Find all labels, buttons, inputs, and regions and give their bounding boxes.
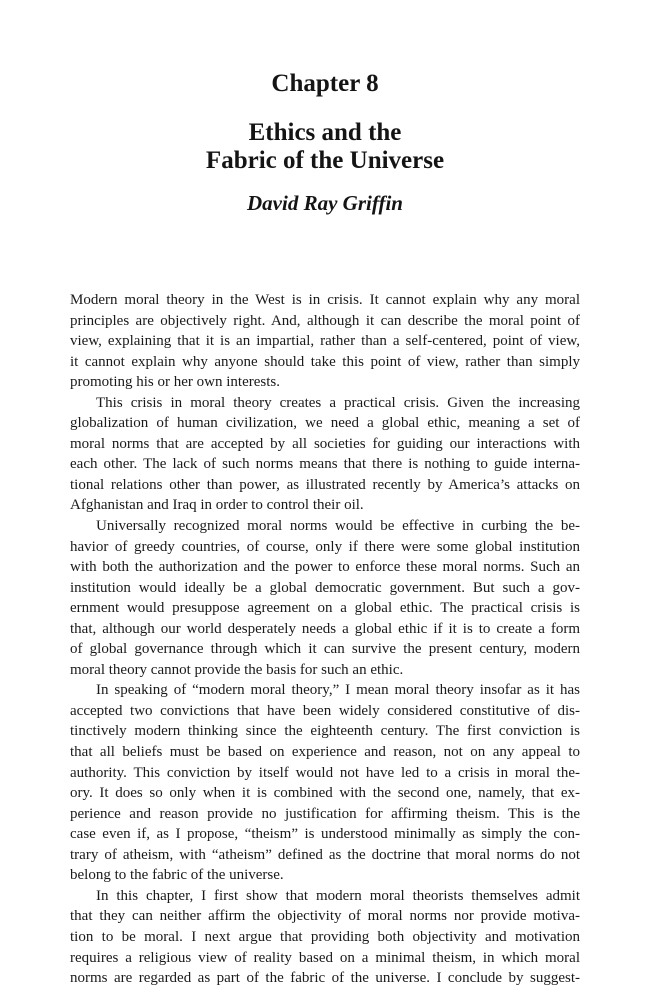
body-line: each other. The lack of such norms means that there is nothing to guide interna- [70, 456, 580, 473]
body-line: view, explaining that it is an impartial, rather than a self-centered, point of view, [70, 333, 580, 350]
body-line: globalization of human civilization, we need a global ethic, meaning a set of [70, 415, 580, 432]
body-line: that all beliefs must be based on experience and reason, not on any appeal to [70, 744, 580, 761]
body-line: requires a religious view of reality based on a minimal theism, in which moral [70, 949, 580, 966]
body-line: promoting his or her own interests. [70, 374, 280, 391]
chapter-body [70, 290, 580, 989]
body-line: In this chapter, I first show that modern moral theorists themselves admit [96, 887, 580, 904]
body-line: norms are regarded as part of the fabric of the universe. I conclude by suggest- [70, 970, 580, 987]
body-line: case even if, as I propose, “theism” is understood minimally as simply the con- [70, 826, 580, 843]
body-line: Afghanistan and Iraq in order to control their oil. [70, 497, 364, 514]
body-line: authority. This conviction by itself would not have led to a crisis in moral the- [70, 764, 580, 781]
body-line: Universally recognized moral norms would be effective in curbing the be- [96, 518, 580, 535]
body-line: that they can neither affirm the objectivity of moral norms nor provide motiva- [70, 908, 580, 925]
chapter-title-line-1: Ethics and the [248, 119, 402, 146]
body-line: institution would ideally be a global democratic government. But such a gov- [70, 579, 580, 596]
body-line: belong to the fabric of the universe. [70, 867, 284, 884]
body-line: Modern moral theory in the West is in crisis. It cannot explain why any moral [70, 292, 580, 308]
body-line: In speaking of “modern moral theory,” I mean moral theory insofar as it has [96, 682, 580, 699]
body-line: tion to be moral. I next argue that providing both objectivity and motivation [70, 928, 580, 945]
body-line: of global governance through which it can survive the present century, modern [70, 641, 580, 658]
body-line: trary of atheism, with “atheism” defined as the doctrine that moral norms do not [70, 846, 580, 863]
body-line: moral norms that are accepted by all societies for guiding our interactions with [70, 435, 580, 452]
body-line: This crisis in moral theory creates a practical crisis. Given the increasing [96, 394, 580, 411]
body-line: ory. It does so only when it is combined with the second one, namely, that ex- [70, 785, 580, 802]
body-line: accepted two convictions that have been widely considered constitutive of dis- [70, 702, 580, 719]
body-line: principles are objectively right. And, although it can describe the moral point of [70, 312, 580, 329]
body-line: it cannot explain why anyone should take this point of view, rather than simply [70, 353, 580, 370]
body-line: that, although our world desperately needs a global ethic if it is to create a form [70, 620, 580, 637]
chapter-number: Chapter 8 [271, 70, 379, 97]
body-line: with both the authorization and the power to enforce these moral norms. Such an [70, 559, 580, 576]
author-name: David Ray Griffin [247, 191, 403, 215]
body-line: havior of greedy countries, of course, only if there were some global institution [70, 538, 580, 555]
chapter-title-line-2: Fabric of the Universe [205, 147, 445, 174]
body-line: tional relations other than power, as illustrated recently by America’s attacks on [70, 476, 580, 493]
body-line: tinctively modern thinking since the eighteenth century. The first conviction is [70, 723, 580, 740]
body-line: ernment would presuppose agreement on a global ethic. The practical crisis is [70, 600, 580, 617]
body-line: moral theory cannot provide the basis for such an ethic. [70, 661, 404, 678]
body-line: perience and reason provide no justification for affirming theism. This is the [70, 805, 580, 822]
